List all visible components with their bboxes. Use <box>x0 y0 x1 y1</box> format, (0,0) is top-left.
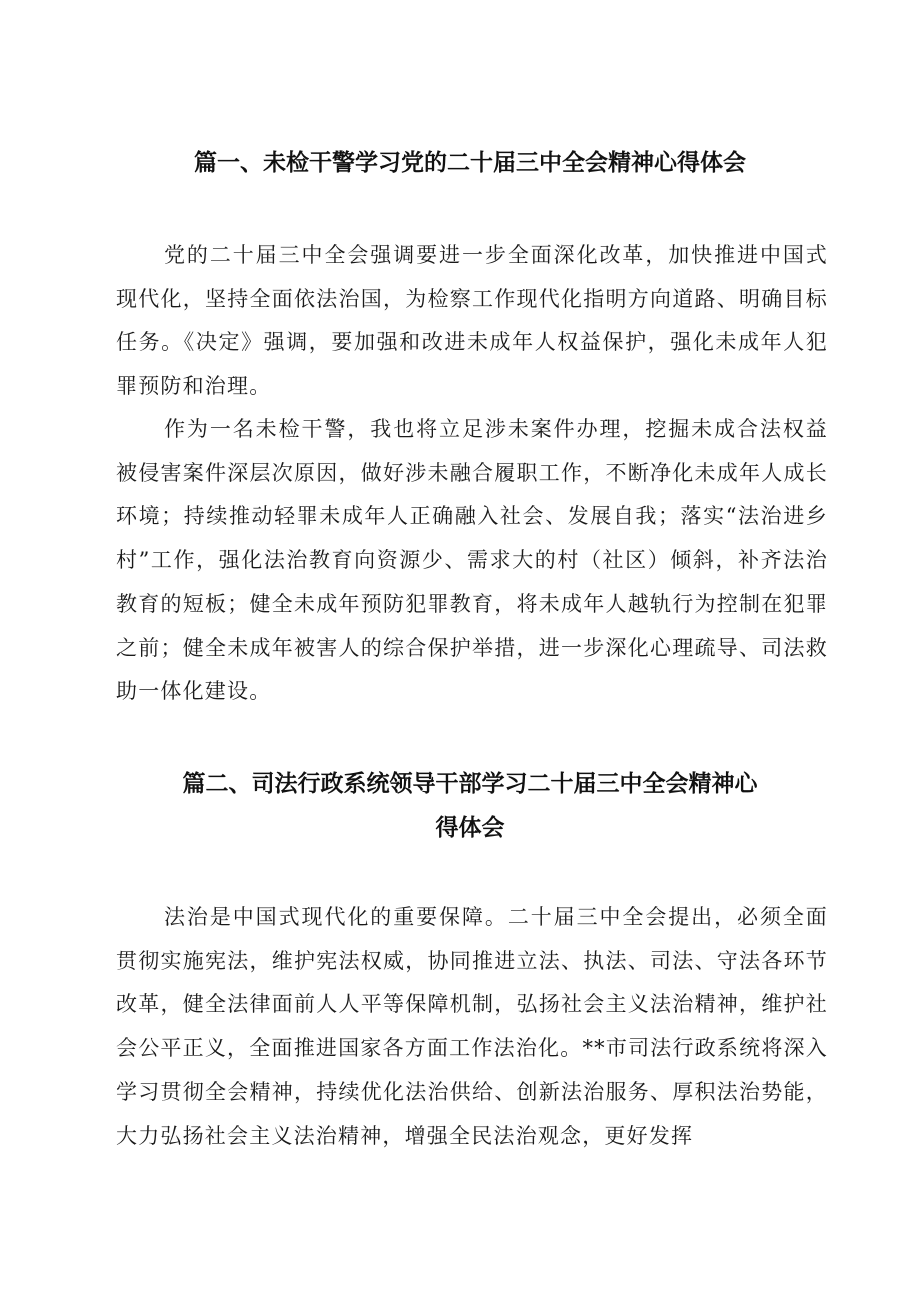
section-1-paragraph-2: 作为一名未检干警，我也将立足涉未案件办理，挖掘未成合法权益被侵害案件深层次原因，做好涉未融合履职工作，不断净化未成年人成长环境；持续推动轻罪未成年人正确融入社会、发展自我；落实“法治进乡村”工作，强化法治教育向资源少、需求大的村（社区）倾斜，补齐法治教育的短板；健全未成年预防犯罪教育，将未成年人越轨行为控制在犯罪之前；健全未成年被害人的综合保护举措，进一步深化心理疏导、司法救助一体化建设。 <box>116 417 828 704</box>
section-2-paragraph-1: 法治是中国式现代化的重要保障。二十届三中全会提出，必须全面贯彻实施宪法，维护宪法权威，协同推进立法、执法、司法、守法各环节改革，健全法律面前人人平等保障机制，弘扬社会主义法治精神，维护社会公平正义，全面推进国家各方面工作法治化。**市司法行政系统将深入学习贯彻全会精神，持续优化法治供给、创新法治服务、厚积法治势能，大力弘扬社会主义法治精神，增强全民法治观念，更好发挥 <box>116 905 828 1148</box>
section-2-title-line-2: 得体会 <box>435 815 505 841</box>
section-2-title-line-1: 篇二、司法行政系统领导干部学习二十届三中全会精神心 <box>182 771 758 797</box>
section-2-title <box>110 762 830 850</box>
section-1-title: 篇一、未检干警学习党的二十届三中全会精神心得体会 <box>194 150 746 176</box>
section-1-paragraph-1: 党的二十届三中全会强调要进一步全面深化改革，加快推进中国式现代化，坚持全面依法治国，为检察工作现代化指明方向道路、明确目标任务。《决定》强调，要加强和改进未成年人权益保护，强化未成年人犯罪预防和治理。 <box>116 243 828 399</box>
